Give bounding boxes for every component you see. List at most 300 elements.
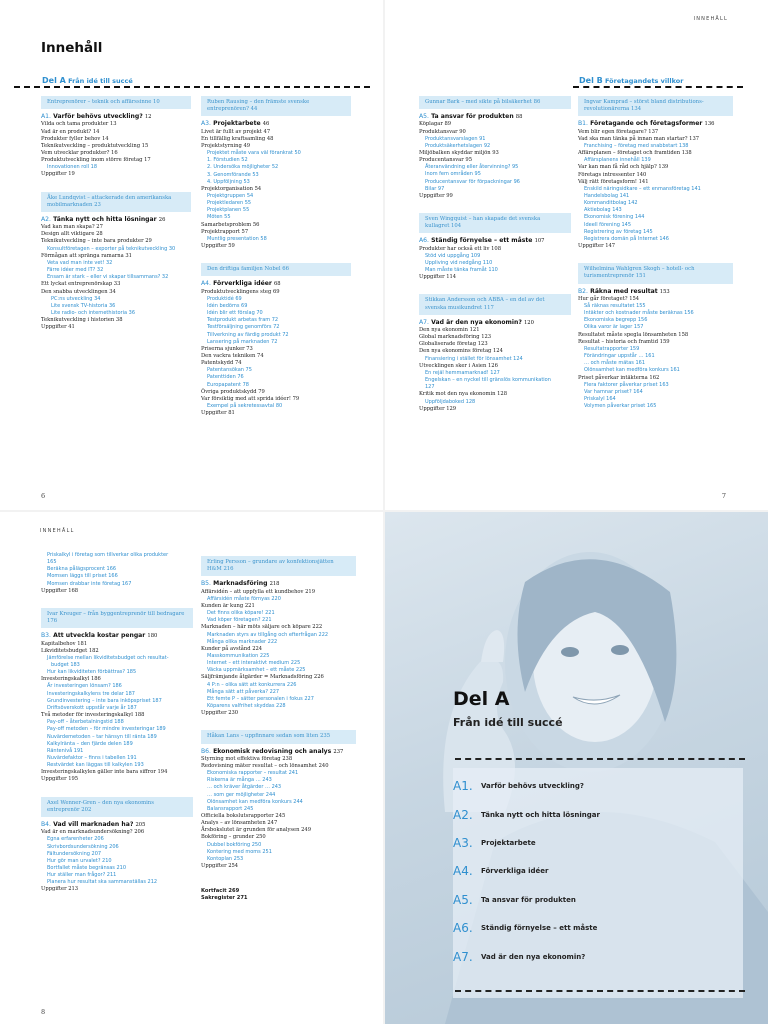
intro-chapter-code: A3. <box>453 835 473 850</box>
toc-subentry: Hur ställer man frågor? 211 <box>47 872 117 879</box>
toc-subentry: Hur gör man urvalet? 210 <box>47 857 112 864</box>
toc-subentry: Projektet måste vara väl förankrat 50 <box>207 150 301 157</box>
toc-entry: Vem blir egen företagare? 137 <box>578 128 659 135</box>
toc-entry: Samarbetsproblem 56 <box>201 221 260 228</box>
toc-entry: Kritik mot den nya ekonomin 128 <box>419 391 507 398</box>
toc-entry: Vad är en marknadsundersökning? 206 <box>41 829 145 836</box>
toc-entry: Producentansvar 95 <box>419 157 473 164</box>
toc-subentry: Förändringar uppstår … 161 <box>584 353 655 360</box>
toc-subentry: Inom fem områden 95 <box>425 171 481 178</box>
chapter-code: A6. <box>419 237 429 245</box>
toc-subentry: Väcka uppmärksamhet – ett måste 225 <box>207 667 306 674</box>
intro-subtitle: Från idé till succé <box>453 716 563 729</box>
toc-subentry: Man måste tänka framåt 110 <box>425 267 498 274</box>
chapter-heading <box>578 288 733 296</box>
toc-entry: Patentskydd 74 <box>201 360 242 367</box>
chapter-heading <box>419 113 571 121</box>
toc-subentry: Veta vad man inte vet! 32 <box>47 259 113 266</box>
chapter-page: 12 <box>144 114 152 121</box>
toc-entry: Den vackra tekniken 74 <box>201 352 264 359</box>
chapter-title: Ta ansvar för produkten <box>431 113 516 121</box>
page-number: 6 <box>41 492 46 500</box>
chapter-heading <box>41 216 191 224</box>
chapter-page: 46 <box>262 121 270 128</box>
toc-subentry: Idén bedöms 69 <box>207 302 248 309</box>
del-a-subtitle: Från idé till succé <box>68 77 133 85</box>
toc-entry: Resultatet måste spegla lönsamheten 158 <box>578 331 689 338</box>
toc-subentry: Registrering av företag 145 <box>584 228 653 235</box>
toc-subentry: Ekonomiska rapporter – resultat 241 <box>207 770 299 777</box>
toc-entry: Den snabba utvecklingen 34 <box>41 288 116 295</box>
chapter-code: A5. <box>419 113 429 121</box>
toc-subentry: Olönsamhet kan medföra konkurs 161 <box>584 367 680 374</box>
intro-chapter-row <box>453 942 713 970</box>
toc-entry: Uppgifter 213 <box>41 886 79 893</box>
intro-title: Del A <box>453 688 510 710</box>
intro-chapter-label: Ständig förnyelse – ett måste <box>481 924 598 933</box>
toc-column-3 <box>419 92 571 413</box>
toc-subentry: Konsultföretagen – exporter på teknikutveckling 30 <box>47 245 176 252</box>
toc-entry: Produktutveckling inom större företag 17 <box>41 157 151 164</box>
del-b-subtitle: Företagandets villkor <box>604 77 684 85</box>
toc-subentry: Lite svensk TV-historia 36 <box>51 302 116 309</box>
toc-subentry: Ideell förening 145 <box>584 221 632 228</box>
toc-subentry: Planera hur resultat ska sammanställas 212 <box>47 879 158 886</box>
chapter-title: Företagande och företagsformer <box>590 120 705 128</box>
intro-chapter-row <box>453 772 713 800</box>
toc-subentry: Pay-off metoden – för mindre investeringar 189 <box>47 726 166 733</box>
chapter-title: Marknadsföring <box>213 580 270 588</box>
chapter-heading <box>201 280 351 288</box>
toc-subentry: Resultatrapporter 159 <box>584 345 640 352</box>
chapter-heading <box>578 120 733 128</box>
toc-entry: Vad kan man skapa? 27 <box>41 224 103 231</box>
toc-entry: Teknikutveckling i historien 38 <box>41 317 123 324</box>
chapter-code: B2. <box>578 287 588 295</box>
toc-subentry: Priskalkyl i företag som tillverkar olika produkter <box>47 552 169 558</box>
toc-entry: Teknikutveckling – produktutveckling 15 <box>41 142 149 149</box>
page-6 <box>0 0 383 510</box>
toc-subentry: Flera faktorer påverkar priset 163 <box>584 381 669 388</box>
profile-box: Erling Persson – grundare av konfektionsjätten H&M 216 <box>201 556 356 576</box>
toc-subentry: Nuvärdemetoden – tar hänsyn till ränta 189 <box>47 733 157 740</box>
toc-subentry: Fältundersökning 207 <box>47 850 102 857</box>
toc-entry: Uppgifter 168 <box>41 587 79 594</box>
toc-entry: Välj rätt företagsform! 141 <box>578 178 649 185</box>
toc-entry: Hur går företaget? 154 <box>578 295 640 302</box>
toc-subentry: Uppliving vid nedgång 110 <box>425 259 493 266</box>
intro-chapter-code: A5. <box>453 892 473 907</box>
intro-chapter-code: A7. <box>453 949 473 964</box>
intro-chapter-row <box>453 800 713 828</box>
toc-subentry: Produktsäkerhetslagen 92 <box>425 142 491 149</box>
toc-entry: Kortfacit 269 <box>201 888 240 895</box>
toc-entry: Uppgifter 81 <box>201 410 235 417</box>
toc-subentry: Ekonomiska begrepp 156 <box>584 317 648 324</box>
profile-box: Entreprenörer – teknik och affärssinne 10 <box>41 96 191 109</box>
intro-chapter-label: Vad är den nya ekonomin? <box>481 952 586 961</box>
toc-entry: Vilda och tama produkter 13 <box>41 121 117 128</box>
toc-subentry: Finansiering i stället för lönsamhet 124 <box>425 355 523 362</box>
toc-subentry: Jämförelse mellan likviditetsbudget och resultat- <box>47 654 169 661</box>
toc-spacer <box>201 870 356 879</box>
toc-subentry: Dubbel bokföring 250 <box>207 841 262 848</box>
chapter-heading <box>201 120 351 128</box>
toc-subentry: Många olika marknader 222 <box>207 638 278 645</box>
intro-chapter-code: A6. <box>453 921 473 936</box>
toc-subentry: Bortfallet måste begränsas 210 <box>47 864 127 871</box>
intro-chapter-row <box>453 886 713 914</box>
chapter-page: 153 <box>659 288 670 295</box>
toc-entry: Var kan man få råd och hjälp? 139 <box>578 164 669 171</box>
toc-subentry: Är investeringen lönsam? 186 <box>47 683 122 690</box>
del-b-label: Del B <box>579 76 603 85</box>
profile-box: Axel Wenner-Gren – den nya ekonomins entreprenör 202 <box>41 797 193 817</box>
toc-subentry: Driftsöverskott uppstår varje år 187 <box>47 704 137 711</box>
toc-entry: Investeringskalkyl 186 <box>41 676 101 683</box>
toc-subentry: Produktansvarslagen 91 <box>425 135 486 142</box>
chapter-title: Projektarbete <box>213 120 263 128</box>
chapter-page: 136 <box>704 121 715 128</box>
toc-entry: Uppgifter 254 <box>201 863 239 870</box>
intro-chapter-label: Varför behövs utveckling? <box>481 782 584 791</box>
toc-entry: Design allt viktigare 28 <box>41 231 103 238</box>
toc-subentry: 4. Uppföljning 53 <box>207 178 250 185</box>
toc-subentry: Enskild näringsidkare – ett enmansföretag 141 <box>584 185 701 192</box>
toc-subentry: Affärsplanens innehåll 139 <box>584 157 651 164</box>
chapter-heading <box>201 580 356 588</box>
del-a-intro-page <box>385 512 768 1024</box>
toc-subentry: Kontering med moms 251 <box>207 848 272 855</box>
toc-subentry: Restvärdet kan läggas till kalkylen 193 <box>47 762 144 769</box>
toc-subentry: Volymen påverkar priset 165 <box>584 403 657 410</box>
toc-entry: Uppgifter 99 <box>419 192 453 199</box>
intro-chapter-code: A2. <box>453 807 473 822</box>
profile-box: Åke Lundqvist – attackerade den amerikanska mobilmarknaden 23 <box>41 192 191 212</box>
toc-entry: Teknikutveckling – inte bara produkter 29 <box>41 238 152 245</box>
toc-spacer <box>201 879 356 888</box>
toc-entry: Projektorganisation 54 <box>201 185 262 192</box>
chapter-title: Varför behövs utveckling? <box>53 113 145 121</box>
toc-spacer <box>41 595 193 604</box>
toc-subentry: 3. Genomförande 53 <box>207 171 259 178</box>
del-a-label: Del A <box>42 76 66 85</box>
divider-bottom <box>455 990 745 992</box>
toc-entry: Köplagar 89 <box>419 121 452 128</box>
toc-subentry: 165 <box>47 559 57 566</box>
intro-chapter-list <box>453 772 713 971</box>
toc-subentry: Affärsidén måste förnyas 220 <box>207 595 281 602</box>
toc-subentry: 4 P:n – olika sätt att konkurrera 226 <box>207 681 297 688</box>
toc-subentry: Räntenivå 191 <box>47 747 84 754</box>
toc-subentry: 2. Undersöka möjligheter 52 <box>207 164 279 171</box>
toc-entry: Officiella bokslutsrapporter 245 <box>201 812 286 819</box>
chapter-code: B4. <box>41 821 51 829</box>
toc-subentry: Muntlig presentation 58 <box>207 235 267 242</box>
profile-box: Håkan Lans – uppfinnare sedan som liten 235 <box>201 730 356 743</box>
page-title: Innehåll <box>41 40 103 56</box>
toc-subentry: Innovationen roll 18 <box>47 164 98 171</box>
toc-spacer <box>41 784 193 793</box>
toc-subentry: Momsen drabbar inte företag 167 <box>47 580 132 587</box>
toc-entry: Vad är en produkt? 14 <box>41 128 100 135</box>
chapter-code: A3. <box>201 120 211 128</box>
toc-entry: Priserna sjunker 73 <box>201 345 253 352</box>
toc-subentry: Köparens valfrihet skyddas 228 <box>207 703 286 710</box>
toc-entry: Uppgifter 59 <box>201 243 235 250</box>
toc-subentry: Produktidé 69 <box>207 295 242 302</box>
toc-subentry: En rejäl hemmamarknad! 127 <box>425 369 500 376</box>
toc-entry: Produkter fyller behov 14 <box>41 135 109 142</box>
chapter-page: 205 <box>135 822 146 829</box>
chapter-title: Ständig förnyelse – ett måste <box>431 237 535 245</box>
toc-subentry: Pay-off – återbetalningstid 188 <box>47 719 124 726</box>
chapter-heading <box>419 237 571 245</box>
del-b-header <box>573 76 743 88</box>
toc-entry: Produktansvar 90 <box>419 128 466 135</box>
toc-entry: Uppgifter 230 <box>201 710 239 717</box>
toc-entry: Den nya ekonomins företag 124 <box>419 348 503 355</box>
toc-subentry: Var hamnar priset? 164 <box>584 388 643 395</box>
toc-entry: Bokföring – grunder 250 <box>201 834 266 841</box>
toc-spacer <box>201 717 356 726</box>
toc-subentry: Testförsäljning genomförs 72 <box>207 324 280 331</box>
intro-chapter-label: Tänka nytt och hitta lösningar <box>481 810 600 819</box>
toc-subentry: Balansrapport 245 <box>207 805 254 812</box>
toc-column-6 <box>201 552 356 903</box>
intro-chapter-label: Projektarbete <box>481 838 536 847</box>
toc-entry: Kunder på avstånd 224 <box>201 645 263 652</box>
toc-subentry: Masskommunikation 225 <box>207 652 270 659</box>
running-head: INNEHÅLL <box>693 16 728 22</box>
chapter-title: Vad vill marknaden ha? <box>53 821 136 829</box>
toc-subentry: Kommanditbolag 142 <box>584 200 638 207</box>
toc-entry: Övriga produktskydd 79 <box>201 388 265 395</box>
toc-subentry: Riskerna är många … 243 <box>207 777 272 784</box>
intro-chapter-label: Ta ansvar för produkten <box>481 895 576 904</box>
chapter-page: 218 <box>269 581 280 588</box>
toc-subentry: Franchising – företag med snabbstart 138 <box>584 142 689 149</box>
profile-box: Den driftiga familjen Nobel 66 <box>201 263 351 276</box>
toc-subentry: Exempel på sekretessavtal 80 <box>207 403 283 410</box>
toc-subentry: Färre idéer med IT? 32 <box>47 267 104 274</box>
chapter-title: Vad är den nya ekonomin? <box>431 318 524 326</box>
toc-subentry: Så räknas resultatet 155 <box>584 302 646 309</box>
chapter-title: Att utveckla kostar pengar <box>53 632 148 640</box>
profile-box: Gunnar Bark – med sikte på bilsäkerhet 86 <box>419 96 571 109</box>
intro-chapter-row <box>453 914 713 942</box>
toc-spacer <box>201 250 351 259</box>
chapter-page: 237 <box>333 748 344 755</box>
toc-entry: Säljfrämjande åtgärder = Marknadsföring 226 <box>201 674 324 681</box>
toc-entry: Uppgifter 114 <box>419 274 457 281</box>
toc-entry: Ett lyckat entreprenörskap 33 <box>41 281 121 288</box>
toc-entry: Global marknadsföring 123 <box>419 334 492 341</box>
page-number: 7 <box>721 492 726 500</box>
toc-spacer <box>419 281 571 290</box>
chapter-page: 88 <box>515 114 523 121</box>
toc-entry: Analys – av lönsamheten 247 <box>201 820 278 827</box>
chapter-title: Förverkliga idéer <box>213 280 274 288</box>
toc-subentry: Europapatent 78 <box>207 381 249 388</box>
toc-entry: Livet är fullt av projekt 47 <box>201 128 271 135</box>
chapter-heading <box>41 821 193 829</box>
toc-entry: Utvecklingen sker i Asien 126 <box>419 362 498 369</box>
toc-subentry: 127 <box>425 384 435 391</box>
toc-subentry: Olönsamhet kan medföra konkurs 244 <box>207 798 303 805</box>
toc-entry: Företags intressenter 140 <box>578 171 647 178</box>
chapter-heading <box>419 319 571 327</box>
toc-subentry: Lansering på marknaden 72 <box>207 338 278 345</box>
toc-subentry: Lite radio- och internethistoria 36 <box>51 310 136 317</box>
divider-top <box>455 758 745 760</box>
toc-entry: Årsbokslutet är grunden för analysen 249 <box>201 827 312 834</box>
toc-subentry: Tillverkning av färdig produkt 72 <box>207 331 289 338</box>
toc-subentry: Internet – ett interaktivt medium 225 <box>207 660 301 667</box>
profile-box: Sven Wingquist – han skapade det svenska kullagret 104 <box>419 213 571 233</box>
toc-subentry: Intäkter och kostnader måste beräknas 156 <box>584 310 694 317</box>
toc-subentry: … och kräver åtgärder … 243 <box>207 784 282 791</box>
toc-subentry: Producentansvar för förpackningar 96 <box>425 178 520 185</box>
chapter-page: 120 <box>524 319 534 326</box>
chapter-heading <box>41 113 191 121</box>
toc-subentry: Nuvärdefaktor – finns i tabellen 191 <box>47 755 137 761</box>
chapter-code: A4. <box>201 280 211 288</box>
toc-subentry: Uppföljdaboked 128 <box>425 398 476 405</box>
toc-entry: Uppgifter 129 <box>419 405 457 412</box>
toc-entry: Den nya ekonomin 121 <box>419 326 480 333</box>
profile-box: Ivar Kreuger – från byggentreprenör till bedragare 176 <box>41 608 193 628</box>
toc-subentry: Patenttiden 76 <box>207 374 244 381</box>
chapter-code: B3. <box>41 632 51 640</box>
toc-entry: Var försiktig med att sprida idéer! 79 <box>201 395 300 402</box>
toc-entry: Styrning mot effektiva företag 238 <box>201 755 293 762</box>
toc-subentry: Många sätt att påverka? 227 <box>207 688 280 695</box>
toc-entry: En tillfällig kraftsamling 48 <box>201 135 274 142</box>
running-head: INNEHÅLL <box>40 528 75 534</box>
toc-subentry: Möten 55 <box>207 214 231 221</box>
toc-subentry: Grundinvestering – inte bara inköpspriset 187 <box>47 697 162 704</box>
toc-subentry: Investeringskalkylens tre delar 187 <box>47 690 135 697</box>
toc-subentry: Priskalyl 164 <box>584 395 616 402</box>
toc-entry: Uppgifter 147 <box>578 243 616 250</box>
chapter-code: A1. <box>41 113 51 121</box>
intro-chapter-code: A1. <box>453 779 473 794</box>
chapter-title: Räkna med resultat <box>590 287 660 295</box>
toc-entry: Uppgifter 19 <box>41 171 75 178</box>
toc-subentry: Kalkylränta – den fjärde delen 189 <box>47 740 133 747</box>
toc-subentry: budget 183 <box>51 661 80 668</box>
toc-subentry: Handelsbolag 141 <box>584 192 630 199</box>
toc-entry: Kapitalbehov 181 <box>41 640 88 647</box>
del-a-header <box>14 76 370 88</box>
toc-subentry: Ett femte P – sätter personalen i fokus 227 <box>207 695 314 702</box>
profile-box: Ruben Rausing – den främste svenske entreprenören? 44 <box>201 96 351 116</box>
profile-box: Wilhelmina Wahlgren Skogh – hotell- och turismentreprenör 151 <box>578 263 733 283</box>
toc-entry: Vem utvecklar produkter? 16 <box>41 149 118 156</box>
toc-subentry: Olika varor är lager 157 <box>584 324 644 331</box>
toc-subentry: Momsen läggs till priset 166 <box>47 573 118 580</box>
toc-entry: Miljöbalken skyddar miljön 93 <box>419 149 499 156</box>
intro-chapter-row <box>453 857 713 885</box>
toc-subentry: Idén blir ett förslag 70 <box>207 310 263 317</box>
chapter-code: B1. <box>578 120 588 128</box>
toc-entry: Produkter har också ett liv 108 <box>419 245 502 252</box>
toc-entry: Redovisning mäter resultat – och lönsamhet 240 <box>201 762 329 769</box>
chapter-page: 68 <box>274 281 281 288</box>
chapter-title: Ekonomisk redovisning och analys <box>213 747 334 755</box>
toc-subentry: Det finns olika köpare! 221 <box>207 610 275 617</box>
toc-column-5 <box>41 552 193 894</box>
toc-subentry: Beräkna pålägsprocent 166 <box>47 566 117 573</box>
chapter-code: B5. <box>201 580 211 588</box>
toc-subentry: 1. Förstudien 52 <box>207 157 248 164</box>
toc-subentry: … som ger möjligheter 244 <box>207 791 276 798</box>
toc-entry: Förmågan att spränga ramarna 31 <box>41 252 132 259</box>
profile-box: Stikkan Andersson och ABBA – en del av det svenska musikundret 117 <box>419 294 571 314</box>
intro-chapter-label: Förverkliga idéer <box>481 867 549 876</box>
toc-subentry: Vad köper företagen? 221 <box>207 617 272 624</box>
toc-subentry: Bilar 97 <box>425 185 445 192</box>
toc-entry: Globaliserade företag 123 <box>419 341 488 348</box>
toc-entry: Två metoder för investeringskalkyl 188 <box>41 712 145 719</box>
chapter-heading <box>41 632 193 640</box>
chapter-heading <box>201 748 356 756</box>
toc-subentry: Aktiebolag 143 <box>584 207 622 214</box>
page-number: 8 <box>41 1008 46 1016</box>
toc-subentry: Engelskan – en nyckel till gränslös kommunikation <box>425 377 551 384</box>
intro-chapter-row <box>453 829 713 857</box>
toc-subentry: Egna erfarenheter 206 <box>47 836 104 843</box>
toc-subentry: PC:ns utveckling 34 <box>51 295 101 302</box>
toc-column-1 <box>41 92 191 332</box>
toc-entry: Marknaden – här möts säljare och köpare 222 <box>201 624 323 631</box>
toc-entry: Vad ska man tänka på innan man startar? 137 <box>578 135 700 142</box>
toc-spacer <box>578 250 733 259</box>
toc-spacer <box>41 179 191 188</box>
toc-entry: Produktutvecklingens steg 69 <box>201 288 280 295</box>
toc-subentry: Registrera domän på Internet 146 <box>584 235 669 242</box>
toc-subentry: Hur kan likviditeten förbättras? 185 <box>47 669 137 676</box>
toc-subentry: Skrivbordsundersökning 206 <box>47 843 119 850</box>
toc-entry: Sakregister 271 <box>201 895 248 902</box>
chapter-code: A2. <box>41 216 51 224</box>
toc-spacer <box>419 200 571 209</box>
chapter-code: B6. <box>201 747 211 755</box>
toc-subentry: Stöd vid uppgång 109 <box>425 252 481 259</box>
toc-entry: Projektrapport 57 <box>201 228 249 235</box>
toc-entry: Uppgifter 195 <box>41 776 79 783</box>
toc-entry: Likviditetsbudget 182 <box>41 647 99 654</box>
toc-subentry: Projektgruppen 54 <box>207 192 254 199</box>
toc-subentry: Projektplanen 55 <box>207 207 250 214</box>
chapter-title: Tänka nytt och hitta lösningar <box>53 216 159 224</box>
page-8 <box>0 512 383 1024</box>
del-a-intro <box>415 688 745 1000</box>
toc-column-4 <box>578 92 733 410</box>
toc-entry: Kunden är kung 221 <box>201 602 255 609</box>
toc-column-2 <box>201 92 351 417</box>
chapter-page: 107 <box>534 238 545 245</box>
page-7 <box>385 0 768 510</box>
toc-entry: Projektstyrning 49 <box>201 142 251 149</box>
profile-box: Ingvar Kamprad – störst bland distributions-revolutionärerna 134 <box>578 96 733 116</box>
chapter-code: A7. <box>419 318 429 326</box>
toc-entry: Affärsplanen – företaget och framtiden 138 <box>578 150 692 157</box>
toc-subentry: Ensam är stark – eller vi skapar tillsammans? 32 <box>47 274 169 281</box>
toc-subentry: Återanvändning eller återvinning? 95 <box>425 164 519 171</box>
toc-subentry: Testprodukt arbetas fram 72 <box>207 317 279 324</box>
